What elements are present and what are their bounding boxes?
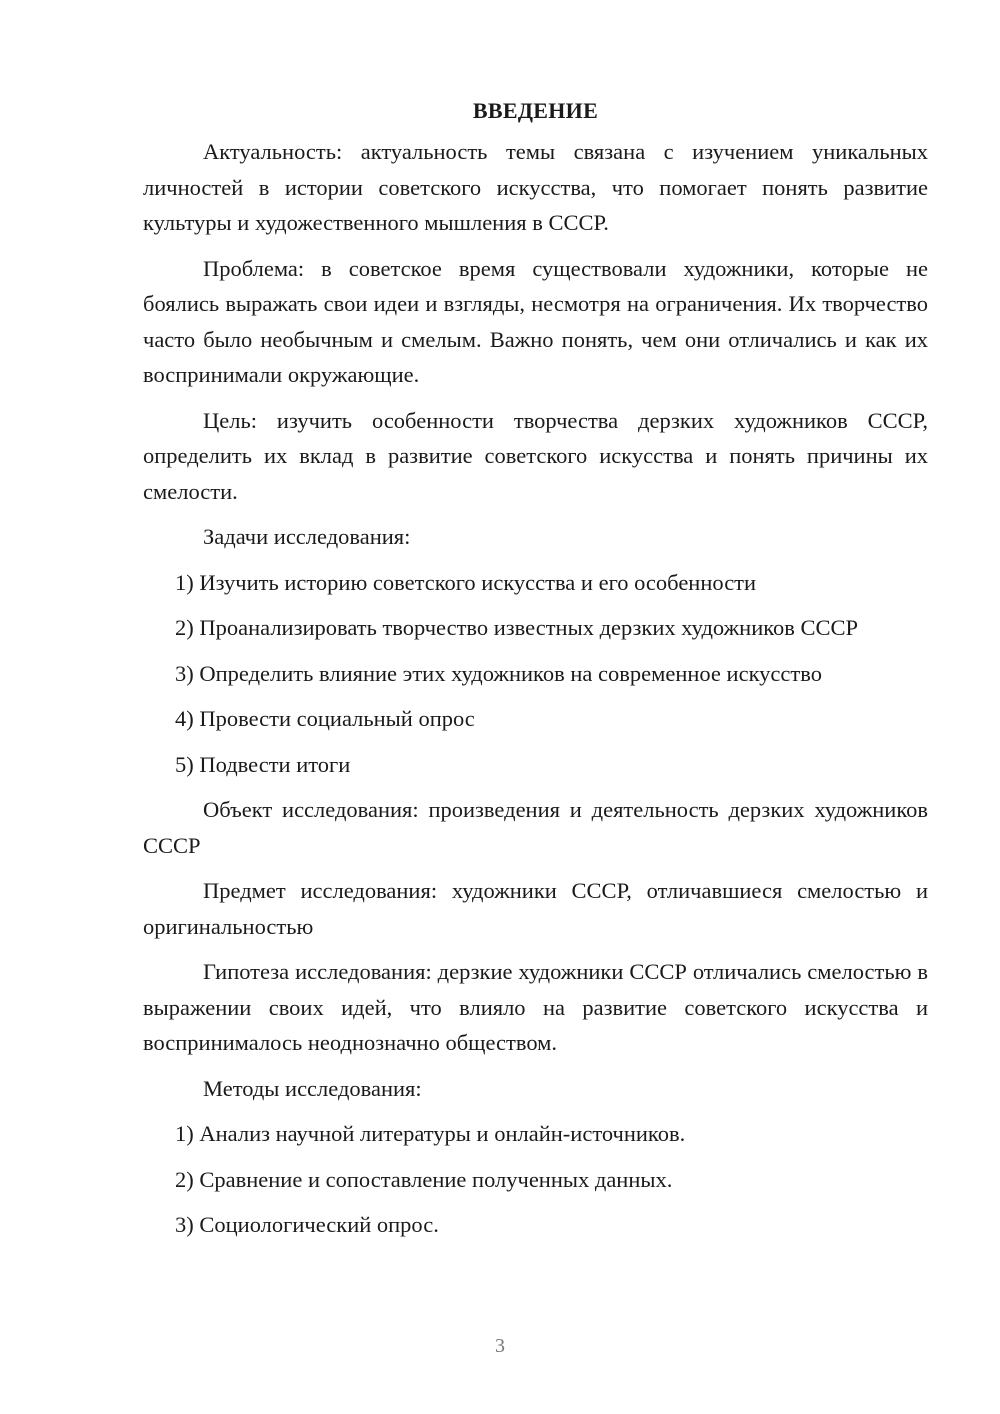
page-number: 3 [495, 1335, 505, 1357]
paragraph-subject: Предмет исследования: художники СССР, отличавшиеся смелостью и оригинальностью [143, 878, 928, 939]
list-item: 1) Изучить историю советского искусства и его особенности [175, 569, 757, 595]
paragraph-goal: Цель: изучить особенности творчества дерзких художников СССР, определить их вклад в развитие советского искусства и понять причины их смелости. [143, 407, 928, 504]
tasks-list [143, 565, 928, 783]
paragraph-relevance: Актуальность: актуальность темы связана с изучением уникальных личностей в истории советского искусства, что помогает понять развитие культуры и художественного мышления в СССР. [143, 139, 928, 235]
list-item: 2) Проанализировать творчество известных дерзких художников СССР [175, 615, 859, 640]
paragraph-problem: Проблема: в советское время существовали художники, которые не боялись выражать свои идеи и взгляды, несмотря на ограничения. Их творчество часто было необычным и смелым. Важно понять, чем они отличались и как их воспринимали окружающие. [143, 255, 928, 387]
list-item: 1) Анализ научной литературы и онлайн-источников. [175, 1121, 686, 1146]
paragraph-object: Объект исследования: произведения и деятельность дерзких художников СССР [143, 797, 928, 858]
list-item: 4) Провести социальный опрос [175, 706, 475, 731]
tasks-heading: Задачи исследования: [203, 524, 411, 549]
list-item: 3) Определить влияние этих художников на современное искусство [175, 660, 822, 686]
methods-heading: Методы исследования: [203, 1075, 422, 1101]
methods-list [143, 1116, 928, 1243]
list-item: 2) Сравнение и сопоставление полученных данных. [175, 1166, 673, 1192]
list-item: 3) Социологический опрос. [175, 1212, 439, 1237]
list-item: 5) Подвести итоги [175, 751, 351, 777]
paragraph-hypothesis: Гипотеза исследования: дерзкие художники СССР отличались смелостью в выражении своих идей, что влияло на развитие советского искусства и воспринималось неоднозначно обществом. [143, 959, 928, 1055]
page-content [143, 96, 928, 1253]
page-title: ВВЕДЕНИЕ [472, 98, 599, 123]
